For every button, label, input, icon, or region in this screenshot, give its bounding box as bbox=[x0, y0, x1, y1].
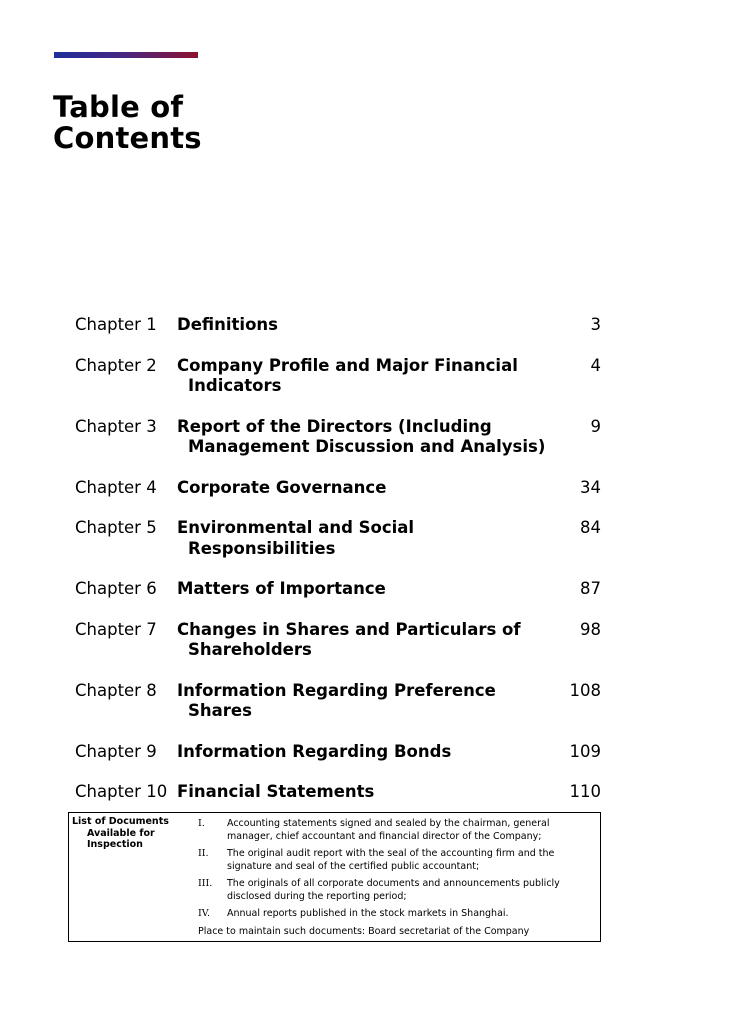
toc-chapter-title: Environmental and Social Responsibilities bbox=[177, 518, 415, 558]
toc-page-number: 4 bbox=[590, 355, 601, 375]
toc-chapter-label: Chapter 7 bbox=[75, 619, 157, 639]
documents-for-inspection-box bbox=[68, 812, 601, 942]
toc-chapter-title: Financial Statements bbox=[177, 782, 375, 801]
page-title-line-2: Contents bbox=[53, 121, 202, 155]
document-item-text: Accounting statements signed and sealed by the chairman, general manager, chief accountant and financial director of the Company; bbox=[227, 818, 550, 842]
toc-chapter-label: Chapter 8 bbox=[75, 680, 157, 700]
page-title bbox=[53, 92, 202, 154]
toc-chapter-title: Company Profile and Major Financial Indicators bbox=[177, 355, 518, 395]
document-item-text: The originals of all corporate documents and announcements publicly disclosed during the reporting period; bbox=[227, 878, 560, 902]
toc-entry-chapter-7[interactable] bbox=[75, 620, 601, 661]
toc-entry-chapter-9[interactable] bbox=[75, 742, 601, 763]
toc-page-number: 109 bbox=[569, 741, 601, 761]
toc-chapter-label: Chapter 2 bbox=[75, 355, 157, 375]
toc-entry-chapter-8[interactable] bbox=[75, 681, 601, 722]
toc-chapter-label: Chapter 5 bbox=[75, 518, 157, 537]
toc-chapter-title: Corporate Governance bbox=[177, 477, 387, 497]
toc-entry-chapter-2[interactable] bbox=[75, 356, 601, 397]
toc-chapter-title: Definitions bbox=[177, 315, 278, 334]
documents-location-note: Place to maintain such documents: Board secretariat of the Company bbox=[198, 925, 530, 937]
toc-chapter-label: Chapter 10 bbox=[75, 782, 168, 801]
toc-chapter-title: Information Regarding Bonds bbox=[177, 741, 452, 761]
document-item-number: II. bbox=[198, 848, 209, 859]
toc-page-number: 108 bbox=[569, 680, 601, 700]
documents-box-label-line-3: Inspection bbox=[87, 839, 143, 850]
toc-page-number: 110 bbox=[569, 782, 601, 801]
documents-list bbox=[198, 818, 598, 938]
document-item bbox=[198, 848, 598, 873]
toc-chapter-label: Chapter 3 bbox=[75, 416, 157, 436]
toc-chapter-label: Chapter 1 bbox=[75, 315, 157, 334]
header-accent-bar bbox=[54, 52, 198, 58]
toc-page-number: 9 bbox=[590, 416, 601, 436]
toc-entry-chapter-5[interactable] bbox=[75, 518, 601, 559]
toc-chapter-title: Report of the Directors (Including Management Discussion and Analysis) bbox=[177, 416, 546, 456]
toc-chapter-label: Chapter 9 bbox=[75, 741, 157, 761]
documents-box-label-line-1: List of Documents bbox=[72, 816, 169, 827]
toc-entry-chapter-10[interactable] bbox=[75, 782, 601, 803]
toc-page-number: 3 bbox=[590, 315, 601, 334]
toc-entry-chapter-6[interactable] bbox=[75, 579, 601, 600]
document-item-text: Annual reports published in the stock markets in Shanghai. bbox=[227, 908, 509, 919]
toc-chapter-title: Changes in Shares and Particulars of Shareholders bbox=[177, 619, 521, 659]
page-title-line-1: Table of bbox=[53, 90, 184, 124]
toc-page-number: 34 bbox=[580, 477, 601, 497]
document-item-text: The original audit report with the seal of the accounting firm and the signature and seal of the certified public accountant; bbox=[227, 848, 555, 872]
document-item bbox=[198, 818, 598, 843]
document-item bbox=[198, 878, 598, 903]
toc-page-number: 98 bbox=[580, 619, 601, 639]
toc-chapter-title: Information Regarding Preference Shares bbox=[177, 680, 496, 720]
document-item-number: III. bbox=[198, 878, 213, 889]
documents-box-label bbox=[72, 816, 190, 851]
toc-chapter-title: Matters of Importance bbox=[177, 579, 386, 598]
toc-entry-chapter-3[interactable] bbox=[75, 417, 601, 458]
document-item-number: IV. bbox=[198, 908, 210, 919]
document-item-number: I. bbox=[198, 818, 205, 829]
toc-page-number: 84 bbox=[580, 518, 601, 537]
toc-chapter-label: Chapter 6 bbox=[75, 579, 157, 598]
toc-entry-chapter-1[interactable] bbox=[75, 315, 601, 336]
table-of-contents bbox=[75, 315, 601, 803]
toc-chapter-label: Chapter 4 bbox=[75, 477, 157, 497]
toc-page-number: 87 bbox=[580, 579, 601, 598]
document-item bbox=[198, 908, 598, 921]
toc-entry-chapter-4[interactable] bbox=[75, 478, 601, 499]
documents-box-label-line-2: Available for bbox=[87, 827, 155, 839]
